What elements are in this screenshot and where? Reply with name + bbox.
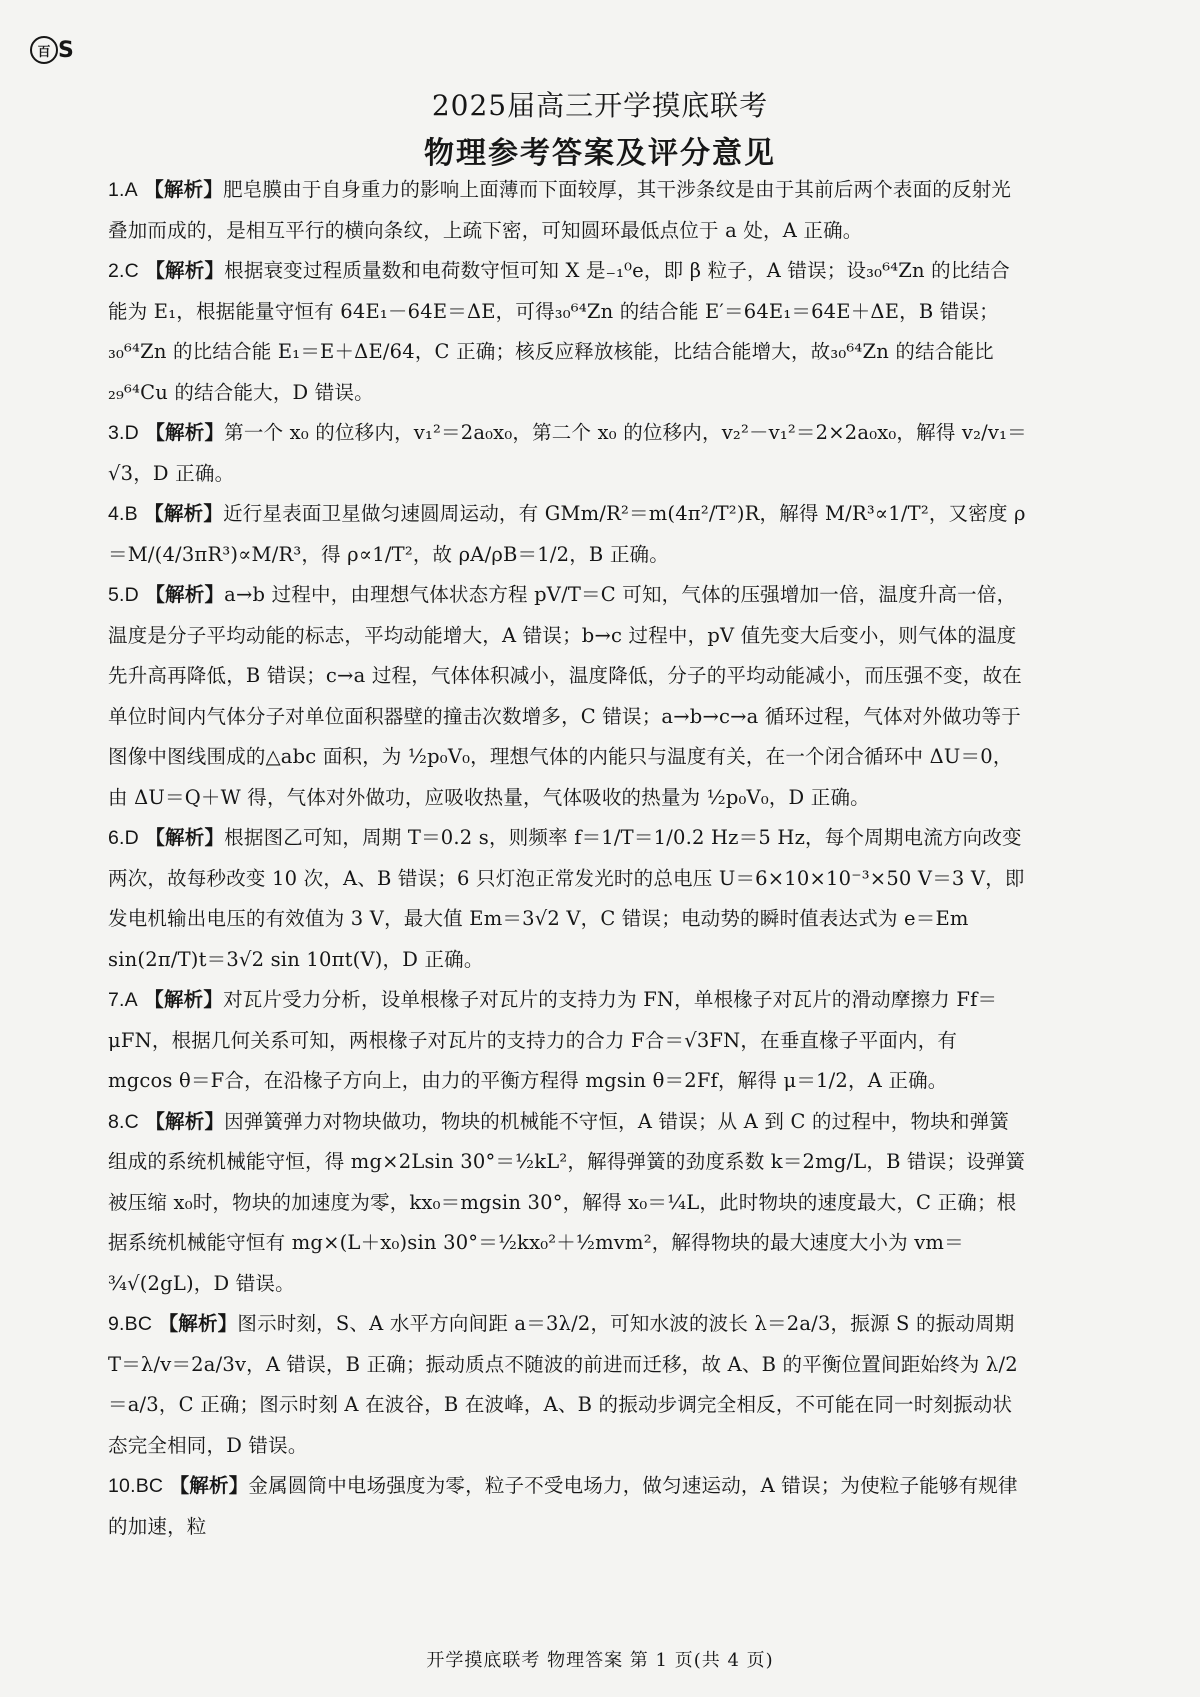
answer-item (108, 818, 1028, 980)
answer-list (108, 170, 1028, 1547)
answer-number: 6.D (108, 827, 139, 849)
answer-text: 金属圆筒中电场强度为零，粒子不受电场力，做匀速运动，A 错误；为使粒子能够有规律的加速，粒 (108, 1474, 1018, 1538)
logo-ring-icon: 百 (30, 36, 58, 64)
answer-item (108, 1466, 1028, 1547)
analysis-tag: 【解析】 (158, 1312, 238, 1335)
answer-number: 3.D (108, 422, 139, 444)
analysis-tag: 【解析】 (145, 826, 225, 849)
answer-number: 10.BC (108, 1475, 164, 1497)
answer-item (108, 170, 1028, 251)
answer-item (108, 575, 1028, 818)
analysis-tag: 【解析】 (144, 988, 224, 1011)
answer-number: 8.C (108, 1110, 139, 1133)
answer-item (108, 494, 1028, 575)
answer-number: 9.BC (108, 1313, 153, 1335)
answer-text: 根据图乙可知，周期 T＝0.2 s，则频率 f＝1/T＝1/0.2 Hz＝5 Hz，每个周期电流方向改变两次，故每秒改变 10 次，A、B 错误；6 只灯泡正常发光时的总电压 U＝6×10×10⁻³×50 V＝3 V，即发电机输出电压的有效值为 3 V，最大值 Em＝3√2 V，C 错误；电动势的瞬时值表达式为 e＝Em sin(2π/T)t＝3√2 sin 10πt(V)，D 正确。 (108, 826, 1025, 971)
answer-text: a→b 过程中，由理想气体状态方程 pV/T＝C 可知，气体的压强增加一倍，温度升高一倍，温度是分子平均动能的标志，平均动能增大，A 错误；b→c 过程中，pV 值先变大后变小，则气体的温度先升高再降低，B 错误；c→a 过程，气体体积减小，温度降低，分子的平均动能减小，而压强不变，故在单位时间内气体分子对单位面积器壁的撞击次数增多，C 错误；a→b→c→a 循环过程，气体对外做功等于图像中图线围成的△abc 面积，为 ½p₀V₀，理想气体的内能只与温度有关，在一个闭合循环中 ΔU＝0，由 ΔU＝Q＋W 得，气体对外做功，应吸收热量，气体吸收的热量为 ½p₀V₀，D 正确。 (108, 583, 1022, 809)
answer-text: 对瓦片受力分析，设单根椽子对瓦片的支持力为 FN，单根椽子对瓦片的滑动摩擦力 Ff＝μFN，根据几何关系可知，两根椽子对瓦片的支持力的合力 F合＝√3FN，在垂直椽子平面内，有 mgcos θ＝F合，在沿椽子方向上，由力的平衡方程得 mgsin θ＝2Ff，解得 μ＝1/2，A 正确。 (108, 988, 998, 1092)
answer-text: 根据衰变过程质量数和电荷数守恒可知 X 是₋₁⁰e，即 β 粒子，A 错误；设₃₀⁶⁴Zn 的比结合能为 E₁，根据能量守恒有 64E₁－64E＝ΔE，可得₃₀⁶⁴Zn 的结合能 E′＝64E₁＝64E＋ΔE，B 错误；₃₀⁶⁴Zn 的比结合能 E₁＝E＋ΔE/64，C 正确；核反应释放核能，比结合能增大，故₃₀⁶⁴Zn 的结合能比₂₉⁶⁴Cu 的结合能大，D 错误。 (108, 259, 1010, 404)
exam-title: 2025届高三开学摸底联考 (431, 89, 769, 122)
brand-logo: 百 S (30, 36, 74, 64)
answer-number: 1.A (108, 179, 138, 201)
answer-item (108, 251, 1028, 413)
answer-text: 图示时刻，S、A 水平方向间距 a＝3λ/2，可知水波的波长 λ＝2a/3，振源 S 的振动周期 T＝λ/v＝2a/3v，A 错误，B 正确；振动质点不随波的前进而迁移，故 A、B 的平衡位置间距始终为 λ/2＝a/3，C 正确；图示时刻 A 在波谷，B 在波峰，A、B 的振动步调完全相反，不可能在同一时刻振动状态完全相同，D 错误。 (108, 1312, 1018, 1457)
page-footer: 开学摸底联考 物理答案 第 1 页(共 4 页) (426, 1650, 774, 1671)
document-subtitle: 物理参考答案及评分意见 (424, 136, 776, 171)
answer-number: 5.D (108, 584, 139, 606)
answer-text: 近行星表面卫星做匀速圆周运动，有 GMm/R²＝m(4π²/T²)R，解得 M/R³∝1/T²，又密度 ρ＝M/(4/3πR³)∝M/R³，得 ρ∝1/T²，故 ρA/ρB＝1/2，B 正确。 (108, 502, 1026, 566)
analysis-tag: 【解析】 (145, 1109, 225, 1133)
answer-item (108, 1102, 1028, 1305)
answer-number: 4.B (108, 503, 138, 525)
answer-item (108, 1304, 1028, 1466)
answer-number: 2.C (108, 260, 139, 282)
analysis-tag: 【解析】 (144, 178, 224, 201)
answer-number: 7.A (108, 989, 138, 1011)
answer-text: 第一个 x₀ 的位移内，v₁²＝2a₀x₀，第二个 x₀ 的位移内，v₂²－v₁²＝2×2a₀x₀，解得 v₂/v₁＝√3，D 正确。 (108, 421, 1027, 485)
answer-item (108, 980, 1028, 1102)
analysis-tag: 【解析】 (145, 583, 225, 606)
analysis-tag: 【解析】 (145, 259, 225, 282)
analysis-tag: 【解析】 (145, 421, 225, 444)
answer-item (108, 413, 1028, 494)
answer-text: 肥皂膜由于自身重力的影响上面薄而下面较厚，其干涉条纹是由于其前后两个表面的反射光叠加而成的，是相互平行的横向条纹，上疏下密，可知圆环最低点位于 a 处，A 正确。 (108, 178, 1012, 242)
answer-text: 因弹簧弹力对物块做功，物块的机械能不守恒，A 错误；从 A 到 C 的过程中，物块和弹簧组成的系统机械能守恒，得 mg×2Lsin 30°＝½kL²，解得弹簧的劲度系数 k＝2mg/L，B 错误；设弹簧被压缩 x₀时，物块的加速度为零，kx₀＝mgsin 30°，解得 x₀＝¼L，此时物块的速度最大，C 正确；根据系统机械能守恒有 mg×(L＋x₀)sin 30°＝½kx₀²＋½mvm²，解得物块的最大速度大小为 vm＝¾√(2gL)，D 错误。 (108, 1109, 1026, 1295)
analysis-tag: 【解析】 (144, 502, 224, 525)
analysis-tag: 【解析】 (169, 1474, 249, 1497)
